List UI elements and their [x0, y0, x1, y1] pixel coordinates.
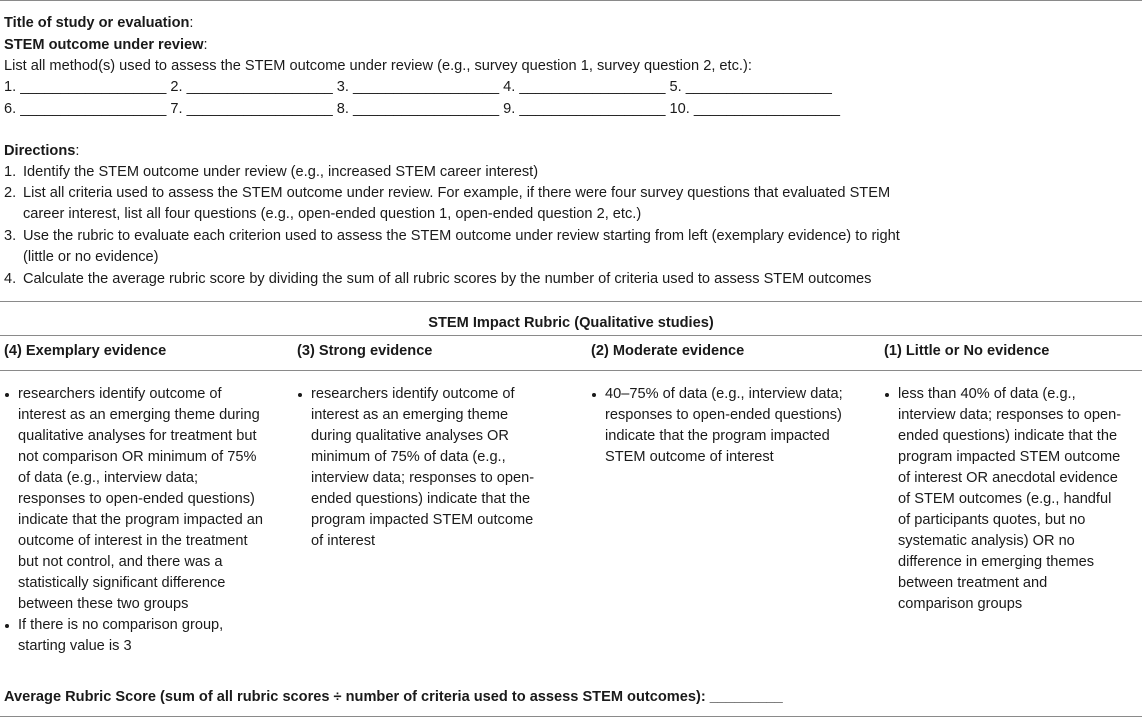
- column-moderate: [591, 384, 853, 468]
- column-heading-moderate: (2) Moderate evidence: [591, 343, 745, 359]
- criterion-bullet: If there is no comparison group, starting value is 3: [4, 615, 266, 657]
- column-exemplary: [4, 384, 266, 657]
- direction-text: Use the rubric to evaluate each criterion used to assess the STEM outcome under review starting from left (exemplary evidence) to right (little or no evidence): [23, 228, 900, 265]
- rubric-top-rule: [0, 301, 1142, 302]
- study-title-colon: :: [189, 15, 194, 31]
- direction-number: 3.: [4, 228, 17, 244]
- criterion-bullet: researchers identify outcome of interest as an emerging theme during qualitative analyses OR minimum of 75% of data (e.g., interview data; responses to open-ended questions) indicate that the program impacted STEM outcome of interest: [297, 384, 549, 552]
- column-strong: [297, 384, 549, 552]
- direction-item: [4, 162, 934, 183]
- criterion-bullet: less than 40% of data (e.g., interview data; responses to open-ended questions) indicate that the program impacted STEM outcome of interest OR anecdotal evidence of STEM outcomes (e.g., handful of participants quotes, but no systematic analysis) OR no difference in emerging themes between treatment and comparison groups: [884, 384, 1122, 615]
- direction-item: [4, 226, 934, 268]
- average-rubric-score: Average Rubric Score (sum of all rubric scores ÷ number of criteria used to assess STEM outcomes): _________: [4, 689, 783, 705]
- column-heading-strong: (3) Strong evidence: [297, 343, 433, 359]
- column-heading-exemplary: (4) Exemplary evidence: [4, 343, 167, 359]
- direction-text: List all criteria used to assess the STEM outcome under review. For example, if there were four survey questions that evaluated STEM career interest, list all four questions (e.g., open-ended question 1, open-ended question 2, etc.): [23, 185, 891, 222]
- criterion-bullet: 40–75% of data (e.g., interview data; responses to open-ended questions) indicate that the program impacted STEM outcome of interest: [591, 384, 853, 468]
- column-heading-little: (1) Little or No evidence: [884, 343, 1050, 359]
- outcome-label: STEM outcome under review: [4, 37, 204, 53]
- criterion-bullet: researchers identify outcome of interest as an emerging theme during qualitative analyses for treatment but not comparison OR minimum of 75% of data (e.g., interview data; responses to open-ended questions) indicate that the program impacted an outcome of interest in the treatment but not control, and there was a statistically significant difference between these two groups: [4, 384, 266, 615]
- top-rule: [0, 0, 1142, 1]
- outcome-line: [4, 35, 208, 56]
- study-title-line: [4, 13, 193, 34]
- rubric-heading-rule: [0, 370, 1142, 371]
- direction-item: [4, 269, 934, 290]
- direction-item: [4, 183, 934, 225]
- directions-label: Directions: [4, 143, 76, 159]
- rubric-title: STEM Impact Rubric (Qualitative studies): [428, 315, 714, 331]
- study-title-label: Title of study or evaluation: [4, 15, 190, 31]
- direction-text: Identify the STEM outcome under review (e.g., increased STEM career interest): [23, 164, 539, 180]
- method-blanks-row-1: 1. __________________ 2. __________________ 3. __________________ 4. __________________ 5. __________________: [4, 79, 832, 95]
- directions-colon: :: [75, 143, 80, 159]
- direction-number: 1.: [4, 164, 17, 180]
- list-instruction: List all method(s) used to assess the STEM outcome under review (e.g., survey question 1, survey question 2, etc.):: [4, 58, 752, 74]
- rubric-title-rule: [0, 335, 1142, 336]
- outcome-colon: :: [203, 37, 208, 53]
- direction-number: 2.: [4, 185, 17, 201]
- directions-heading: [4, 141, 79, 162]
- method-blanks-row-2: 6. __________________ 7. __________________ 8. __________________ 9. __________________ 10. __________________: [4, 101, 840, 117]
- direction-number: 4.: [4, 271, 17, 287]
- direction-text: Calculate the average rubric score by dividing the sum of all rubric scores by the number of criteria used to assess STEM outcomes: [23, 271, 872, 287]
- column-little: [884, 384, 1122, 615]
- bottom-rule: [0, 716, 1142, 717]
